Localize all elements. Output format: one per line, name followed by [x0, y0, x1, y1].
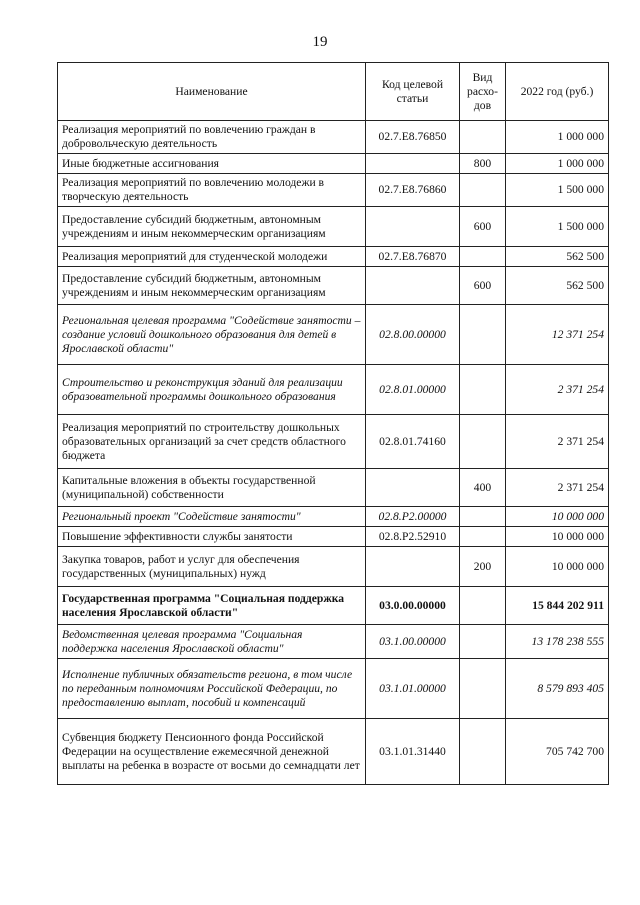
budget-table [57, 62, 609, 785]
row-expense-type-cell [460, 247, 506, 267]
row-name-cell: Предоставление субсидий бюджетным, автономным учреждениям и иным некоммерческим организациям [58, 267, 366, 305]
row-code-cell: 03.1.01.31440 [366, 719, 460, 785]
row-expense-type-cell [460, 507, 506, 527]
row-name-cell: Реализация мероприятий по строительству дошкольных образовательных организаций за счет средств областного бюджета [58, 415, 366, 469]
row-name-cell: Реализация мероприятий по вовлечению молодежи в творческую деятельность [58, 174, 366, 207]
row-code-cell [366, 469, 460, 507]
row-expense-type-cell [460, 174, 506, 207]
row-sum-cell: 562 500 [506, 267, 609, 305]
row-name-cell: Повышение эффективности службы занятости [58, 527, 366, 547]
row-name-cell: Строительство и реконструкция зданий для реализации образовательной программы дошкольного образования [58, 365, 366, 415]
row-expense-type-cell [460, 719, 506, 785]
row-code-cell [366, 547, 460, 587]
row-expense-type-cell [460, 305, 506, 365]
row-name-cell: Предоставление субсидий бюджетным, автономным учреждениям и иным некоммерческим организациям [58, 207, 366, 247]
table-row [58, 547, 609, 587]
row-sum-cell: 15 844 202 911 [506, 587, 609, 625]
row-name-cell: Закупка товаров, работ и услуг для обеспечения государственных (муниципальных) нужд [58, 547, 366, 587]
row-code-cell: 03.0.00.00000 [366, 587, 460, 625]
row-name-cell: Государственная программа "Социальная поддержка населения Ярославской области" [58, 587, 366, 625]
row-name-cell: Реализация мероприятий для студенческой молодежи [58, 247, 366, 267]
row-code-cell: 02.8.P2.00000 [366, 507, 460, 527]
row-code-cell: 03.1.01.00000 [366, 659, 460, 719]
row-name-cell: Иные бюджетные ассигнования [58, 154, 366, 174]
table-header-row [58, 63, 609, 121]
page-number: 19 [312, 34, 328, 50]
row-name-cell: Реализация мероприятий по вовлечению граждан в добровольческую деятельность [58, 121, 366, 154]
table-row [58, 267, 609, 305]
row-code-cell [366, 154, 460, 174]
row-expense-type-cell: 200 [460, 547, 506, 587]
row-code-cell: 02.8.01.00000 [366, 365, 460, 415]
row-expense-type-cell: 400 [460, 469, 506, 507]
header-code: Код целевой статьи [366, 63, 460, 121]
row-sum-cell: 2 371 254 [506, 469, 609, 507]
row-name-cell: Исполнение публичных обязательств региона, в том числе по переданным полномочиям Российской Федерации, по предоставлению выплат, пособий и компенсаций [58, 659, 366, 719]
table-row [58, 154, 609, 174]
table-row [58, 659, 609, 719]
row-expense-type-cell: 800 [460, 154, 506, 174]
table-row [58, 415, 609, 469]
header-expense-type: Вид расхо-дов [460, 63, 506, 121]
row-sum-cell: 1 000 000 [506, 121, 609, 154]
row-code-cell [366, 207, 460, 247]
row-sum-cell: 10 000 000 [506, 507, 609, 527]
row-sum-cell: 13 178 238 555 [506, 625, 609, 659]
row-code-cell: 02.8.01.74160 [366, 415, 460, 469]
row-sum-cell: 10 000 000 [506, 527, 609, 547]
row-code-cell: 03.1.00.00000 [366, 625, 460, 659]
row-expense-type-cell [460, 659, 506, 719]
row-expense-type-cell [460, 587, 506, 625]
table-row [58, 527, 609, 547]
row-code-cell: 02.7.Е8.76860 [366, 174, 460, 207]
row-expense-type-cell: 600 [460, 267, 506, 305]
table-row [58, 207, 609, 247]
row-sum-cell: 1 000 000 [506, 154, 609, 174]
table-row [58, 121, 609, 154]
row-expense-type-cell [460, 365, 506, 415]
row-sum-cell: 12 371 254 [506, 305, 609, 365]
row-sum-cell: 10 000 000 [506, 547, 609, 587]
table-row [58, 469, 609, 507]
table-row [58, 587, 609, 625]
header-name: Наименование [58, 63, 366, 121]
table-row [58, 247, 609, 267]
row-sum-cell: 1 500 000 [506, 207, 609, 247]
row-name-cell: Региональный проект "Содействие занятости" [58, 507, 366, 527]
row-code-cell: 02.7.Е8.76870 [366, 247, 460, 267]
row-sum-cell: 562 500 [506, 247, 609, 267]
table-body [58, 121, 609, 785]
table-row [58, 625, 609, 659]
row-expense-type-cell [460, 625, 506, 659]
row-code-cell: 02.8.P2.52910 [366, 527, 460, 547]
row-code-cell: 02.8.00.00000 [366, 305, 460, 365]
header-sum-2022: 2022 год (руб.) [506, 63, 609, 121]
table-row [58, 719, 609, 785]
table-row [58, 365, 609, 415]
table-row [58, 507, 609, 527]
row-expense-type-cell [460, 121, 506, 154]
row-sum-cell: 1 500 000 [506, 174, 609, 207]
row-expense-type-cell [460, 415, 506, 469]
row-code-cell: 02.7.Е8.76850 [366, 121, 460, 154]
row-code-cell [366, 267, 460, 305]
row-sum-cell: 2 371 254 [506, 365, 609, 415]
row-expense-type-cell [460, 527, 506, 547]
table-row [58, 305, 609, 365]
row-name-cell: Ведомственная целевая программа "Социальная поддержка населения Ярославской области" [58, 625, 366, 659]
row-name-cell: Капитальные вложения в объекты государственной (муниципальной) собственности [58, 469, 366, 507]
row-sum-cell: 8 579 893 405 [506, 659, 609, 719]
row-sum-cell: 2 371 254 [506, 415, 609, 469]
row-name-cell: Региональная целевая программа "Содействие занятости – создание условий дошкольного образования для детей в Ярославской области" [58, 305, 366, 365]
row-expense-type-cell: 600 [460, 207, 506, 247]
table-row [58, 174, 609, 207]
row-name-cell: Субвенция бюджету Пенсионного фонда Российской Федерации на осуществление ежемесячной денежной выплаты на ребенка в возрасте от восьми до семнадцати лет [58, 719, 366, 785]
row-sum-cell: 705 742 700 [506, 719, 609, 785]
